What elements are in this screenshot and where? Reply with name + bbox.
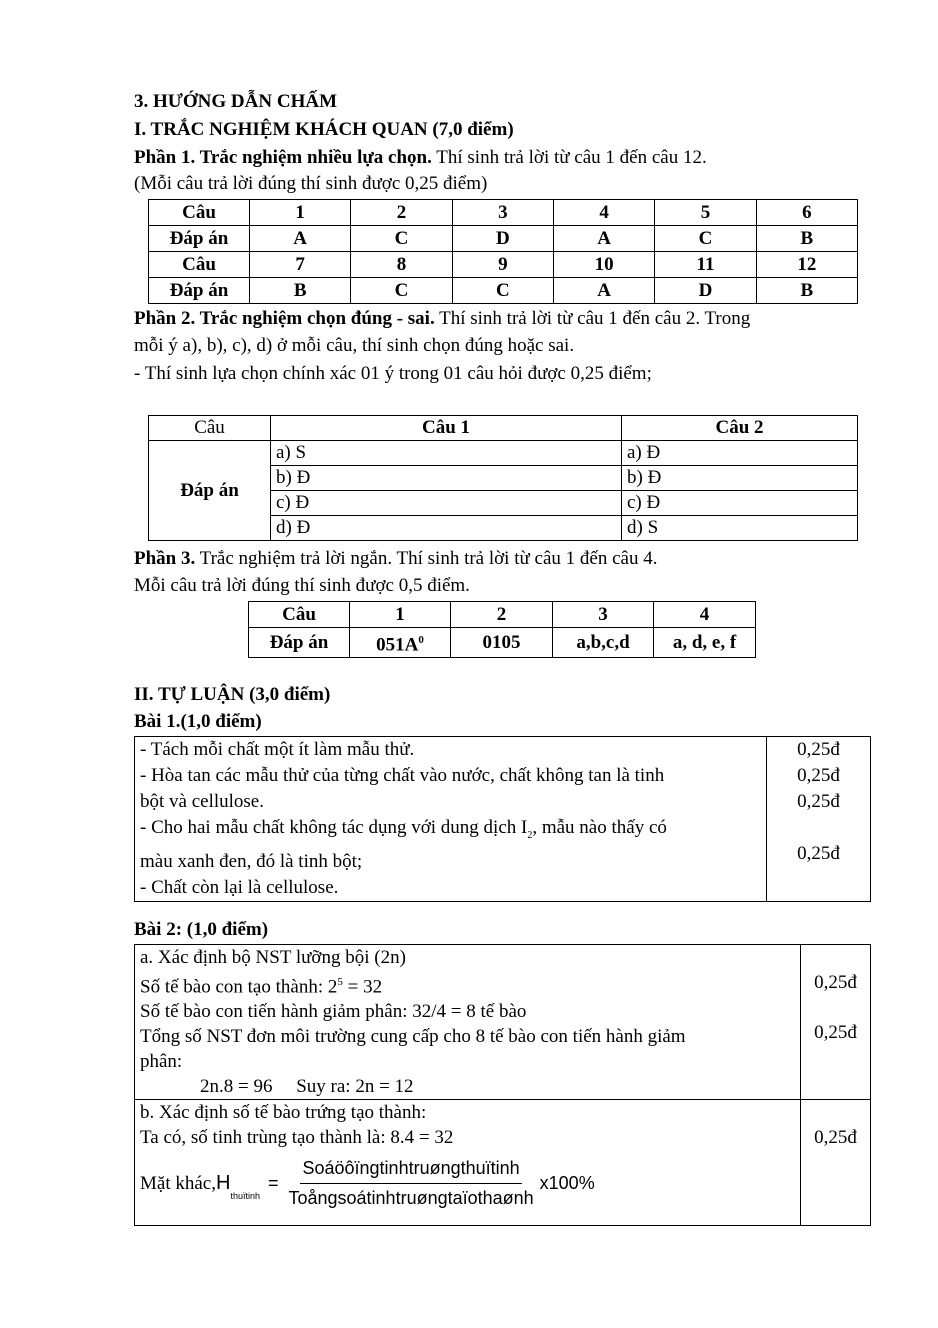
answer-cell: b) Đ [622,466,858,491]
bai1-scores [767,737,871,902]
formula-numerator: Soáöôïngtinhtruøngthuïtinh [300,1156,521,1184]
question-number: 4 [553,200,654,226]
bai2-part-b [135,1100,801,1226]
answer-cell: D [452,226,553,252]
question-number: 3 [553,602,654,628]
answer-cell: a) S [271,441,622,466]
answer-cell: d) S [622,516,858,541]
bai2-title: Bài 2: (1,0 điểm) [134,919,269,940]
i2-subscript: 2 [527,829,533,841]
score: 0,25đ [814,972,857,993]
answer-cell: C [351,278,452,304]
dapan-label: Đáp án [149,278,250,304]
formula-suffix: x100% [539,1173,595,1194]
answer-cell: a, d, e, f [654,628,756,658]
part3-title: Phần 3. [134,548,196,569]
answer-cell: B [756,226,857,252]
part1-title: Phần 1. Trắc nghiệm nhiều lựa chọn. [134,147,432,168]
answer-cell: A [553,226,654,252]
answer-cell: B [250,278,351,304]
part3-heading [134,547,657,571]
question-number: 11 [655,252,756,278]
dapan-label: Đáp án [149,441,271,541]
question-number: 9 [452,252,553,278]
question-number: 3 [452,200,553,226]
answer-cell [350,628,451,658]
score: 0,25đ [797,791,840,812]
answer-cell: 0105 [451,628,553,658]
formula-equals: = [267,1173,279,1194]
bai2-table [134,944,871,1226]
question-number: 5 [655,200,756,226]
question-number: 1 [250,200,351,226]
answer-cell: a) Đ [622,441,858,466]
answer-cell: A [250,226,351,252]
bai1-line: - Chất còn lại là cellulose. [140,876,339,898]
bai1-table [134,736,871,902]
part3-note: Mỗi câu trả lời đúng thí sinh được 0,5 điểm. [134,575,470,596]
section1-title: I. TRẮC NGHIỆM KHÁCH QUAN (7,0 điểm) [134,119,514,140]
question-number: 6 [756,200,857,226]
question-number: 2 [351,200,452,226]
answer-cell: C [452,278,553,304]
score: 0,25đ [797,843,840,864]
bai1-line: màu xanh đen, đó là tinh bột; [140,850,363,872]
question-number: 1 [350,602,451,628]
bai2-line: b. Xác định số tế bào trứng tạo thành: [140,1102,427,1124]
answer-cell: D [655,278,756,304]
bai2-b-scores [801,1100,871,1226]
part2-heading [134,307,750,331]
efficiency-formula [216,1156,595,1211]
bai1-title: Bài 1.(1,0 điểm) [134,711,262,732]
bai2-line: phân: [140,1051,183,1073]
part2-answer-table [148,415,858,541]
score: 0,25đ [797,765,840,786]
part2-title: Phần 2. Trắc nghiệm chọn đúng - sai. [134,308,435,329]
answer1-base: 051A [376,634,419,656]
part2-rule: - Thí sinh lựa chọn chính xác 01 ý trong 01 câu hỏi được 0,25 điểm; [134,363,652,384]
score: 0,25đ [814,1022,857,1043]
bai2-part-a [135,945,801,1100]
part1-note: (Mỗi câu trả lời đúng thí sinh được 0,25 điểm) [134,173,488,194]
answer1-sup: 0 [418,634,424,646]
answer-cell: d) Đ [271,516,622,541]
table-row [149,226,858,252]
formula-denominator: Toångsoátinhtruøngtaïothaønh [288,1188,534,1209]
dapan-label: Đáp án [149,226,250,252]
table-row [249,602,756,628]
bai2-line [140,970,795,999]
bai2-line: Ta có, số tinh trùng tạo thành là: 8.4 = 32 [140,1127,454,1149]
table-row [149,252,858,278]
cau-label: Câu [249,602,350,628]
part3-text: Trắc nghiệm trả lời ngắn. Thí sinh trả lời từ câu 1 đến câu 4. [195,548,658,569]
table-row [135,1100,871,1226]
part1-text: Thí sinh trả lời từ câu 1 đến câu 12. [431,147,707,168]
table-row [135,737,871,902]
formula-subscript: thuïtinh [230,1191,260,1202]
answer-cell: c) Đ [622,491,858,516]
bai2-line: a. Xác định bộ NST lưỡng bội (2n) [140,947,406,968]
power-sup: 5 [337,976,343,988]
bai2-a-scores [801,945,871,1100]
bai1-content [135,737,767,902]
part3-answer-table [248,601,756,658]
col1-title: Câu 1 [271,416,622,441]
question-number: 4 [654,602,756,628]
bai1-line: bột và cellulose. [140,791,264,812]
score: 0,25đ [797,739,840,760]
cau-label: Câu [149,416,271,441]
question-number: 7 [250,252,351,278]
table-row [149,200,858,226]
table-row [249,628,756,658]
bai2-line: 2n.8 = 96 Suy ra: 2n = 12 [200,1076,414,1098]
bai1-line-rest: , mẫu nào thấy có [532,817,667,838]
table-row [149,416,858,441]
bai2-line-rest: = 32 [342,976,383,998]
question-number: 2 [451,602,553,628]
table-row [149,278,858,304]
bai2-line: Tổng số NST đơn môi trường cung cấp cho 8 tế bào con tiến hành giảm [140,1026,686,1048]
formula-fraction [286,1156,535,1211]
answer-cell: c) Đ [271,491,622,516]
bai1-line: - Hòa tan các mẫu thử của từng chất vào nước, chất không tan là tinh [140,765,665,786]
part2-text2: mỗi ý a), b), c), d) ở mỗi câu, thí sinh chọn đúng hoặc sai. [134,335,575,356]
part2-text: Thí sinh trả lời từ câu 1 đến câu 2. Trong [434,308,751,329]
formula-symbol: H [215,1172,231,1195]
col2-title: Câu 2 [622,416,858,441]
bai2-line: Số tế bào con tiến hành giảm phân: 32/4 = 8 tế bào [140,1001,527,1023]
bai2-line-text: Số tế bào con tạo thành: 2 [140,976,338,998]
question-number: 8 [351,252,452,278]
table-row [135,945,871,1100]
answer-cell: a,b,c,d [553,628,654,658]
bai2-formula-line [140,1156,795,1211]
dapan-label: Đáp án [249,628,350,658]
main-heading: 3. HƯỚNG DẪN CHẤM [134,91,337,112]
answer-cell: C [351,226,452,252]
bai1-line: - Tách mỗi chất một ít làm mẫu thử. [140,739,415,760]
bai1-line [140,815,761,849]
part1-answer-table [148,199,858,304]
bai2-line: Mặt khác, [140,1173,216,1195]
bai1-line-text: - Cho hai mẫu chất không tác dụng với dung dịch I [140,817,528,838]
cau-label: Câu [149,252,250,278]
question-number: 12 [756,252,857,278]
cau-label: Câu [149,200,250,226]
answer-cell: b) Đ [271,466,622,491]
answer-cell: A [553,278,654,304]
section2-title: II. TỰ LUẬN (3,0 điểm) [134,684,331,705]
answer-cell: C [655,226,756,252]
table-row [149,441,858,466]
score: 0,25đ [814,1127,857,1149]
part1-heading [134,146,707,170]
question-number: 10 [553,252,654,278]
answer-cell: B [756,278,857,304]
